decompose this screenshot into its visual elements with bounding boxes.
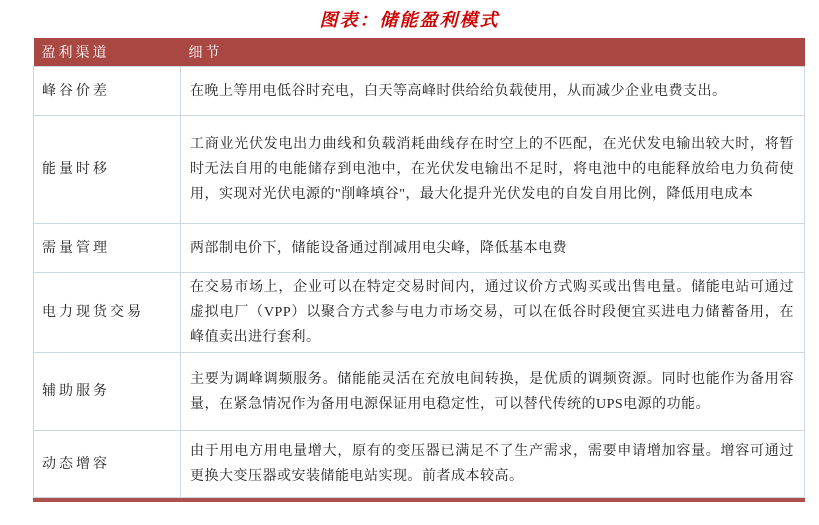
table-row [34,353,805,431]
table-row [34,67,805,116]
detail-cell: 工商业光伏发电出力曲线和负载消耗曲线存在时空上的不匹配，在光伏发电输出较大时，将暂时无法自用的电能储存到电池中，在光伏发电输出不足时，将电池中的电能释放给电力负荷使用，实现对光伏电源的"削峰填谷"，最大化提升光伏发电的自发自用比例，降低用电成本 [181,116,805,224]
channel-cell: 需量管理 [34,224,181,273]
channel-cell: 电力现货交易 [34,273,181,353]
table-row [34,431,805,498]
channel-cell: 动态增容 [34,431,181,498]
column-header-channel: 盈利渠道 [34,38,181,67]
channel-cell: 能量时移 [34,116,181,224]
detail-cell: 在交易市场上，企业可以在特定交易时间内，通过议价方式购买或出售电量。储能电站可通过虚拟电厂（VPP）以聚合方式参与电力市场交易，可以在低谷时段便宜买进电力储蓄备用，在峰值卖出进行套利。 [181,273,805,353]
detail-cell: 在晚上等用电低谷时充电，白天等高峰时供给给负载使用，从而减少企业电费支出。 [181,67,805,116]
table-row [34,273,805,353]
table-header [34,38,805,67]
table-row [34,116,805,224]
detail-cell: 两部制电价下，储能设备通过削减用电尖峰，降低基本电费 [181,224,805,273]
table-row [34,224,805,273]
header-row [34,38,805,67]
column-header-detail: 细节 [181,38,805,67]
figure-title: 图表：储能盈利模式 [319,10,500,30]
table-body [34,67,805,498]
channel-cell: 峰谷价差 [34,67,181,116]
bottom-rule [33,498,805,502]
profit-model-table-wrap [33,38,805,502]
detail-cell: 主要为调峰调频服务。储能能灵活在充放电间转换，是优质的调频资源。同时也能作为备用容量，在紧急情况作为备用电源保证用电稳定性，可以替代传统的UPS电源的功能。 [181,353,805,431]
detail-cell: 由于用电方用电量增大，原有的变压器已满足不了生产需求，需要申请增加容量。增容可通过更换大变压器或安装储能电站实现。前者成本较高。 [181,431,805,498]
channel-cell: 辅助服务 [34,353,181,431]
profit-model-table [33,38,805,498]
